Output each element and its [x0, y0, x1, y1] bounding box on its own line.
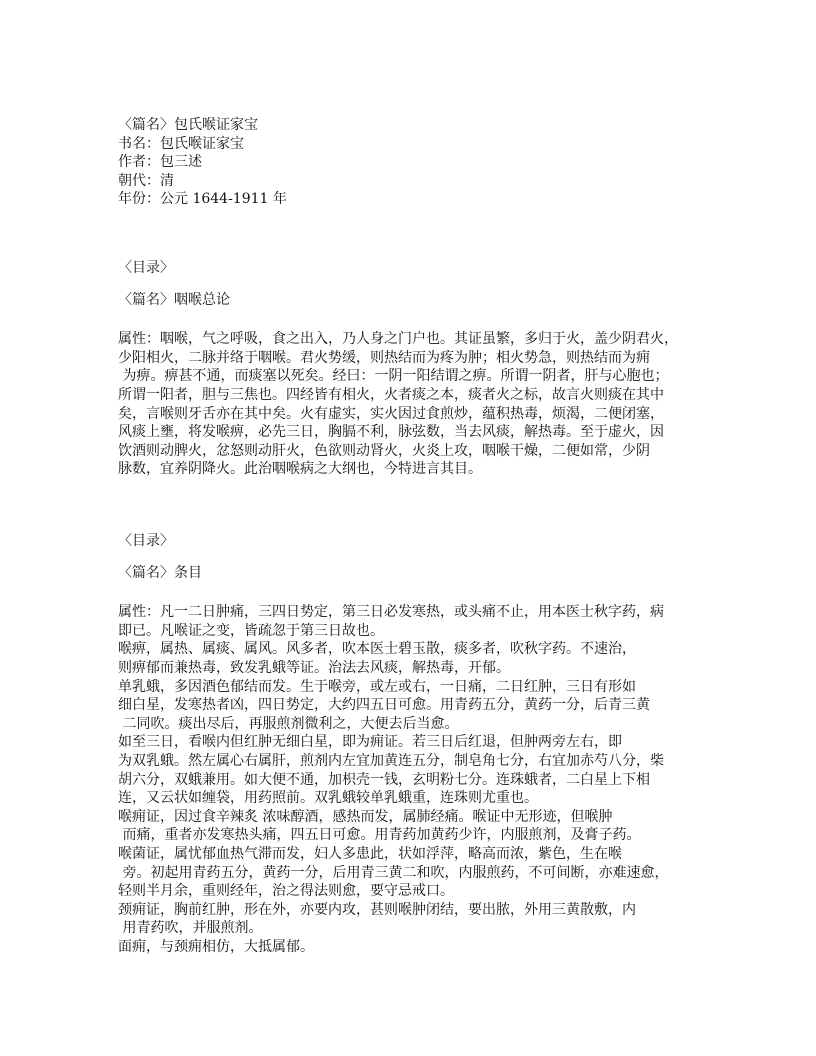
document-header [118, 116, 287, 209]
text-line: 细白星，发寒热者凶，四日势定，大约四五日可愈。用青药五分，黄药一分，后青三黄 [118, 697, 650, 714]
text-line: 旁。初起用青药五分，黄药一分，后用青三黄二和吹，内服煎药，不可间断，亦难速愈， [118, 864, 669, 881]
text-line: 用青药吹，并服煎剂。 [118, 920, 263, 937]
text-line: 为痹。痹甚不通，而痰塞以死矣。经曰：一阴一阳结谓之痹。所谓一阴者，肝与心胞也； [118, 368, 669, 385]
author-line: 作者：包三述 [118, 154, 202, 171]
section-entries [118, 532, 668, 956]
text-line: 如至三日，看喉内但红肿无细白星，即为痈证。若三日后红退，但肿两旁左右，即 [118, 734, 622, 751]
section-general [118, 259, 678, 479]
text-line: 少阳相火，二脉并络于咽喉。君火势缓，则热结而为疼为肿；相火势急，则热结而为痈 [118, 349, 650, 366]
year-line: 年份：公元 1644-1911 年 [118, 191, 287, 208]
text-line: 则痹郁而兼热毒，致发乳蛾等证。治法去风痰，解热毒，开郁。 [118, 659, 510, 676]
text-line: 轻则半月余，重则经年，治之得法则愈，要守忌戒口。 [118, 883, 454, 900]
text-line: 矣，言喉则牙舌亦在其中矣。火有虚实，实火因过食煎炒，蕴积热毒，烦渴，二便闭塞， [118, 405, 664, 422]
text-line: 为双乳蛾。然左属心右属肝，煎剂内左宜加黄连五分，制皂角七分，右宜加赤芍八分，柴 [118, 752, 664, 769]
toc-label: 〈目录〉 [118, 533, 174, 549]
text-line: 喉菌证，属忧郁血热气滞而发，妇人多患此，状如浮萍，略高而浓，紫色，生在喉 [118, 845, 622, 862]
text-line: 颈痈证，胸前红肿，形在外，亦要内攻，甚则喉肿闭结，要出脓，外用三黄散敷，内 [118, 901, 636, 918]
text-line: 喉痹，属热、属痰、属风。风多者，吹本医士碧玉散，痰多者，吹秋字药。不速治， [118, 641, 636, 658]
section-body [118, 330, 678, 479]
text-line: 脉数，宜养阴降火。此治咽喉病之大纲也，今特进言其目。 [118, 461, 482, 478]
text-line: 即已。凡喉证之变，皆疏忽于第三日故也。 [118, 622, 384, 639]
text-line: 属性：凡一二日肿痛，三四日势定，第三日必发寒热，或头痛不止，用本医士秋字药，病 [118, 604, 664, 621]
section-body [118, 603, 668, 956]
text-line: 二同吹。痰出尽后，再服煎剂微利之，大便去后当愈。 [118, 715, 459, 732]
chapter-title-line: 〈篇名〉包氏喉证家宝 [118, 117, 258, 133]
text-line: 饮酒则动脾火，忿怒则动肝火，色欲则动肾火，火炎上攻，咽喉干燥，二便如常，少阴 [118, 442, 650, 459]
text-line: 单乳蛾，多因酒色郁结而发。生于喉旁，或左或右，一日痛，二日红肿，三日有形如 [118, 678, 636, 695]
text-line: 喉痈证，因过食辛辣炙 浓味醇酒，感热而发，属肺经痛。喉证中无形迹，但喉肿 [118, 808, 613, 825]
text-line: 连，又云状如缠袋，用药照前。双乳蛾较单乳蛾重，连珠则尤重也。 [118, 790, 538, 807]
text-line: 面痈，与颈痈相仿，大抵属郁。 [118, 938, 314, 955]
toc-label: 〈目录〉 [118, 260, 174, 276]
text-line: 胡六分，双蛾兼用。如大便不通，加枳壳一钱，玄明粉七分。连珠蛾者，二白星上下相 [118, 771, 650, 788]
text-line: 而痛，重者亦发寒热头痛，四五日可愈。用青药加黄药少许，内服煎剂，及膏子药。 [118, 827, 641, 844]
section-title: 〈篇名〉条目 [118, 564, 202, 581]
text-line: 属性：咽喉，气之呼吸，食之出入，乃人身之门户也。其证虽繁，多归于火，盖少阴君火， [118, 331, 678, 348]
book-name-line: 书名：包氏喉证家宝 [118, 135, 244, 152]
section-title: 〈篇名〉咽喉总论 [118, 291, 230, 308]
text-line: 风痰上壅，将发喉痹，必先三日，胸膈不利，脉弦数，当去风痰，解热毒。至于虚火，因 [118, 424, 664, 441]
text-line: 所谓一阳者，胆与三焦也。四经皆有相火，火者痰之本，痰者火之标，故言火则痰在其中 [118, 386, 664, 403]
dynasty-line: 朝代：清 [118, 172, 174, 189]
